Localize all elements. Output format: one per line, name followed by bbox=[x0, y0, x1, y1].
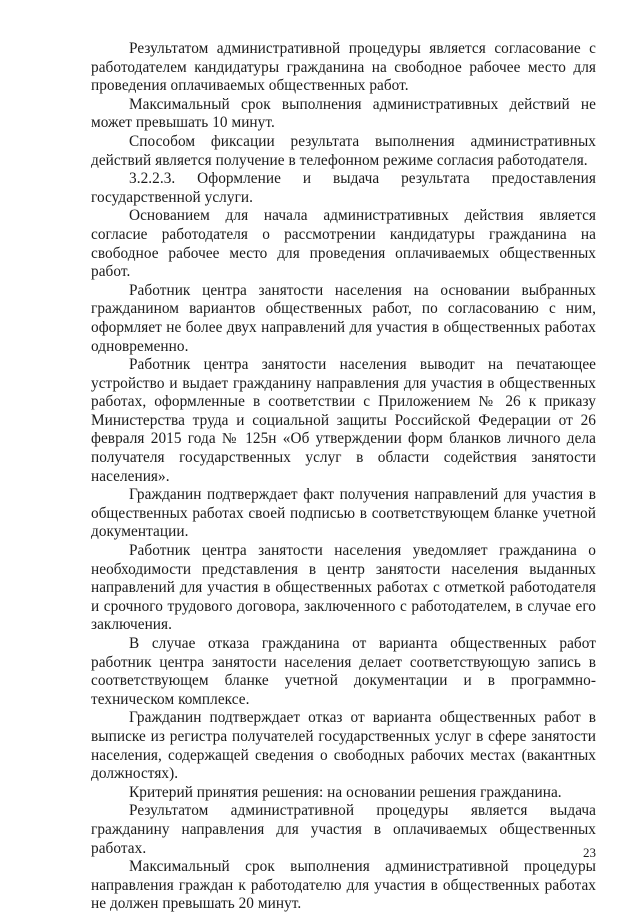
paragraph-refusal-record: В случае отказа гражданина от варианта общественных работ работник центра занятости населения делает соответствующую запись в соответствующем бланке учетной документации и в программно-техническом комплексе. bbox=[91, 635, 596, 708]
paragraph-confirmation: Гражданин подтверждает факт получения направлений для участия в общественных работах своей подписью в соответствующем бланке учетной документации. bbox=[91, 486, 596, 541]
document-body bbox=[91, 40, 596, 914]
paragraph-refusal-confirm: Гражданин подтверждает отказ от варианта общественных работ в выписке из регистра получателей государственных услуг в сфере занятости населения, содержащей сведения о свободных рабочих местах (вакантных должностях). bbox=[91, 709, 596, 783]
paragraph-result-issue: Результатом административной процедуры является выдача гражданину направления для участия в оплачиваемых общественных работах. bbox=[91, 802, 596, 857]
paragraph-notification: Работник центра занятости населения уведомляет гражданина о необходимости представления в центр занятости населения выданных направлений для участия в общественных работах с отметкой работодателя и срочного трудового договора, заключенного с работодателем, в случае его заключения. bbox=[91, 542, 596, 634]
page-number: 23 bbox=[583, 845, 596, 860]
paragraph-result-agreement: Результатом административной процедуры является согласование с работодателем кандидатуры гражданина на свободное рабочее место для проведения оплачиваемых общественных работ. bbox=[91, 40, 596, 95]
section-heading-3-2-2-3: 3.2.2.3. Оформление и выдача результата предоставления государственной услуги. bbox=[91, 170, 596, 206]
paragraph-max-time-20: Максимальный срок выполнения административной процедуры направления граждан к работодателю для участия в общественных работах не должен превышать 20 минут. bbox=[91, 858, 596, 913]
paragraph-referrals: Работник центра занятости населения на основании выбранных гражданином вариантов общественных работ, по согласованию с ним, оформляет не более двух направлений для участия в общественных работах одновременно. bbox=[91, 281, 596, 355]
paragraph-fixation-method: Способом фиксации результата выполнения административных действий является получение в телефонном режиме согласия работодателя. bbox=[91, 132, 596, 169]
paragraph-max-time-10: Максимальный срок выполнения административных действий не может превышать 10 минут. bbox=[91, 95, 596, 132]
paragraph-basis: Основанием для начала административных действия является согласие работодателя о рассмотрении кандидатуры гражданина на свободное рабочее место для проведения оплачиваемых общественных работ. bbox=[91, 207, 596, 281]
paragraph-print-issue: Работник центра занятости населения выводит на печатающее устройство и выдает гражданину направления для участия в общественных работах, оформленные в соответствии с Приложением № 26 к приказу Министерства труда и социальной защиты Российской Федерации от 26 февраля 2015 года № 125н «Об утверждении форм бланков личного дела получателя государственных услуг в области содействия занятости населения». bbox=[91, 356, 596, 485]
paragraph-decision-criterion: Критерий принятия решения: на основании решения гражданина. bbox=[129, 783, 562, 801]
